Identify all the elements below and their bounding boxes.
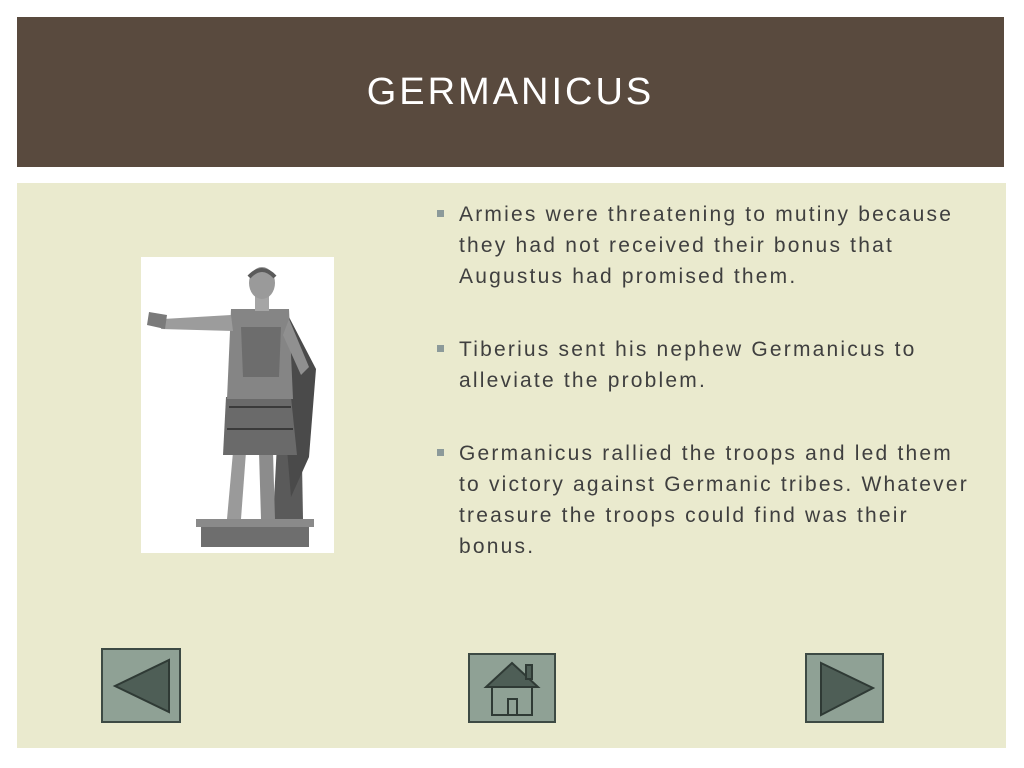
next-slide-button[interactable] (805, 653, 884, 723)
title-bar (17, 17, 1004, 167)
statue-illustration (141, 257, 334, 553)
triangle-right-icon (807, 655, 882, 721)
square-bullet-icon (437, 345, 444, 352)
house-icon (470, 655, 554, 721)
slide-title: GERMANICUS (366, 70, 655, 113)
bullet-item (435, 438, 975, 562)
bullet-text: Germanicus rallied the troops and led them to victory against Germanic tribes. Whatever treasure the troops could find was their bonus. (459, 442, 969, 558)
bullet-text: Tiberius sent his nephew Germanicus to alleviate the problem. (459, 338, 917, 392)
square-bullet-icon (437, 449, 444, 456)
home-button[interactable] (468, 653, 556, 723)
square-bullet-icon (437, 210, 444, 217)
bullet-item (435, 334, 975, 396)
previous-slide-button[interactable] (101, 648, 181, 723)
bullet-list (435, 199, 975, 604)
triangle-left-icon (103, 650, 179, 721)
statue-image (141, 257, 334, 553)
bullet-item (435, 199, 975, 292)
bullet-text: Armies were threatening to mutiny because they had not received their bonus that Augustus had promised them. (459, 203, 954, 288)
